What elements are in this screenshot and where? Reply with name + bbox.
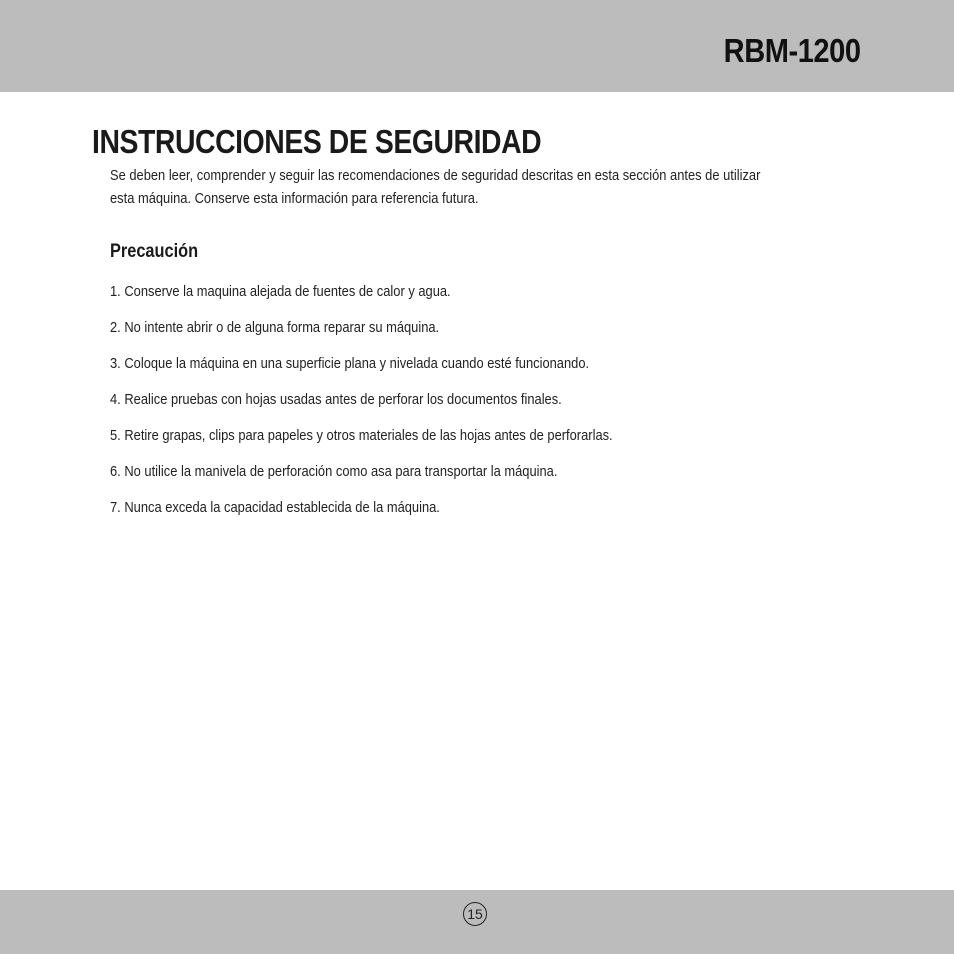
list-item: 2. No intente abrir o de alguna forma reparar su máquina. — [110, 319, 440, 336]
intro-line: Se deben leer, comprender y seguir las recomendaciones de seguridad descritas en esta sección antes de utilizar — [110, 167, 761, 184]
list-item: 5. Retire grapas, clips para papeles y otros materiales de las hojas antes de perforarlas. — [110, 427, 613, 444]
caution-heading: Precaución — [110, 241, 199, 262]
list-item: 6. No utilice la manivela de perforación como asa para transportar la máquina. — [110, 463, 558, 480]
page-number: 15 — [463, 902, 487, 926]
caution-list — [110, 280, 694, 532]
list-item: 4. Realice pruebas con hojas usadas antes de perforar los documentos finales. — [110, 391, 562, 408]
page-content — [0, 92, 954, 890]
list-item: 3. Coloque la máquina en una superficie plana y nivelada cuando esté funcionando. — [110, 355, 590, 372]
section-title: INSTRUCCIONES DE SEGURIDAD — [92, 123, 542, 160]
header-band — [0, 0, 954, 92]
list-item: 7. Nunca exceda la capacidad establecida de la máquina. — [110, 499, 440, 516]
list-item: 1. Conserve la maquina alejada de fuentes de calor y agua. — [110, 283, 451, 300]
intro-line: esta máquina. Conserve esta información para referencia futura. — [110, 190, 479, 207]
footer-band — [0, 890, 954, 954]
intro-paragraph — [110, 164, 781, 210]
model-title: RBM-1200 — [724, 32, 861, 69]
